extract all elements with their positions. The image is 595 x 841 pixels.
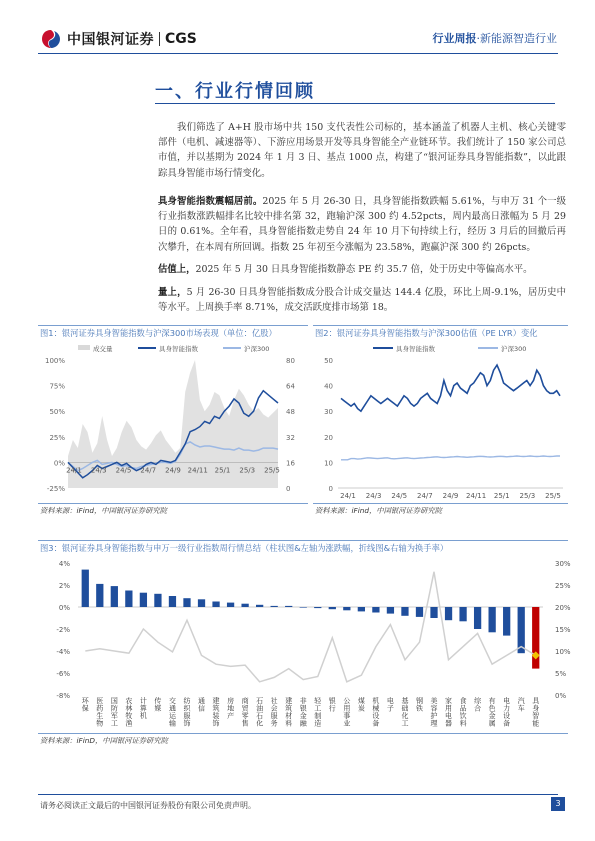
- category-label: 社会服务: [270, 697, 278, 728]
- y-tick-label: 10: [324, 459, 333, 468]
- y-left-tick-label: 0%: [58, 604, 70, 612]
- bar-22: [401, 607, 408, 616]
- x-tick-label: 24/7: [417, 492, 433, 500]
- x-tick-label: 24/5: [115, 466, 132, 475]
- figure2-caption: 图2：银河证券具身智能指数与沪深300估值（PE LYR）变化: [315, 328, 538, 338]
- figure3-chart: [38, 555, 571, 732]
- bar-13: [271, 606, 278, 607]
- x-tick-label: 25/5: [545, 492, 561, 500]
- figure-top-rule: [38, 540, 568, 541]
- category-label: 通信: [198, 697, 206, 713]
- legend-label: 具身智能指数: [396, 345, 435, 353]
- x-tick-label: 24/3: [365, 492, 382, 500]
- category-label: 综合: [474, 697, 482, 713]
- bar-4: [140, 593, 147, 607]
- y-right-tick-label: 16: [286, 459, 295, 468]
- report-type: 行业周报: [432, 32, 477, 45]
- x-tick-label: 24/5: [391, 492, 408, 500]
- bar-21: [387, 607, 394, 614]
- report-header-label: [433, 30, 558, 46]
- figure1-chart: [38, 340, 308, 500]
- section-title: 一、行业行情回顾: [155, 81, 315, 102]
- x-tick-label: 25/3: [519, 492, 536, 500]
- bar-7: [183, 598, 190, 607]
- y-tick-label: 40: [324, 382, 333, 391]
- paragraph-body: 2025 年 5 月 26-30 日，具身智能指数跌幅 5.61%，与申万 31 个一级行业指数涨跌幅排名比较中排名第 32，跑输沪深 300 约 4.52pcts，周内最高日涨幅为 5 月 29 日的 0.61%。全年看，具身智能指数走势自 24 年 10 月下旬持续上行，经历 3 月后的回撤后再次攀升，在本周有所回调。指数 25 年初至今涨幅为 23.58%，跑赢沪深 300 约 26pcts。: [158, 196, 566, 253]
- category-label: 环保: [81, 697, 89, 713]
- x-tick-label: 24/11: [187, 466, 208, 475]
- bar-16: [314, 607, 321, 608]
- y-left-tick-label: 2%: [58, 582, 70, 590]
- figure-top-rule: [38, 325, 308, 326]
- x-tick-label: 24/1: [66, 466, 82, 475]
- paragraph-body: 5 月 26-30 日具身智能指数成分股合计成交量达 144.4 亿股，环比上周-9.1%，居历史中等水平。上周换手率 8.71%，成交活跃度排市场第 18。: [158, 287, 566, 314]
- bar-14: [285, 606, 292, 607]
- y-right-tick-label: 10%: [555, 648, 571, 656]
- category-label: 商贸零售: [241, 697, 249, 728]
- figure-bottom-rule: [38, 503, 308, 504]
- y-left-tick-label: 4%: [58, 560, 70, 568]
- x-tick-label: 25/1: [214, 466, 231, 475]
- category-label: 建筑材料: [285, 697, 293, 728]
- figure2-source: 资料来源：iFind，中国银河证券研究院: [315, 506, 442, 515]
- bar-23: [416, 607, 423, 617]
- bar-0: [82, 570, 89, 607]
- bar-10: [227, 603, 234, 607]
- x-tick-label: 24/1: [340, 492, 356, 500]
- category-label: 家用电器: [445, 697, 453, 728]
- category-label: 计算机: [139, 697, 147, 720]
- y-tick-label: 0: [328, 485, 333, 493]
- y-left-tick-label: -8%: [56, 692, 70, 700]
- category-label: 医药生物: [96, 697, 104, 728]
- bar-18: [343, 607, 350, 610]
- category-label: 汽车: [517, 697, 525, 713]
- legend-label: 具身智能指数: [159, 345, 198, 353]
- y-right-tick-label: 0: [286, 485, 291, 493]
- y-right-tick-label: 80: [286, 357, 295, 365]
- paragraph-lead: 量上，: [158, 287, 187, 298]
- bar-9: [212, 602, 219, 608]
- x-tick-label: 24/3: [90, 466, 107, 475]
- y-right-tick-label: 5%: [555, 670, 567, 678]
- y-right-tick-label: 20%: [555, 604, 571, 612]
- y-left-tick-label: -6%: [56, 670, 70, 678]
- paragraph-valuation: [158, 262, 566, 277]
- x-tick-label: 24/9: [165, 466, 181, 475]
- company-logo: [40, 28, 197, 50]
- y-tick-label: 20: [324, 433, 333, 442]
- paragraph-volume: [158, 285, 566, 315]
- footer-divider: [38, 794, 558, 795]
- category-label: 传媒: [154, 697, 162, 713]
- section-title-underline: [155, 103, 555, 104]
- x-tick-label: 24/7: [140, 466, 157, 475]
- paragraph-lead: 具身智能指数震幅居前。: [158, 196, 263, 207]
- logo-icon: [40, 28, 62, 50]
- category-label: 电子: [386, 697, 394, 713]
- y-left-tick-label: 25%: [49, 433, 65, 442]
- category-label: 具身智能: [532, 697, 540, 728]
- x-tick-label: 24/9: [442, 492, 459, 500]
- bar-20: [372, 607, 379, 613]
- figure-bottom-rule: [313, 503, 568, 504]
- paragraph-body: 2025 年 5 月 30 日具身智能指数静态 PE 约 35.7 倍，处于历史中等偏高水平。: [195, 264, 533, 275]
- category-label: 房地产: [227, 697, 235, 720]
- category-label: 煤炭: [357, 697, 365, 713]
- x-tick-label: 25/1: [493, 492, 510, 500]
- figure3-source: 资料来源：iFinD，中国银河证券研究院: [40, 736, 168, 745]
- legend-label: 成交量: [93, 345, 113, 353]
- bar-1: [96, 584, 103, 607]
- x-tick-label: 25/3: [239, 466, 256, 475]
- y-left-tick-label: 0%: [53, 459, 65, 468]
- bar-24: [430, 607, 437, 618]
- bar-26: [459, 607, 466, 621]
- y-right-tick-label: 30%: [555, 560, 571, 568]
- company-abbr: CGS: [165, 31, 197, 47]
- bar-15: [300, 607, 307, 608]
- y-right-tick-label: 15%: [555, 626, 571, 634]
- category-label: 公用事业: [343, 697, 351, 728]
- category-label: 建筑装饰: [212, 697, 220, 728]
- category-label: 石油石化: [256, 697, 264, 728]
- legend-label: 沪深300: [244, 345, 270, 353]
- y-left-tick-label: -2%: [56, 626, 70, 634]
- bar-8: [198, 599, 205, 607]
- series-line-1: [341, 456, 560, 460]
- bar-25: [445, 607, 452, 620]
- bar-3: [125, 591, 132, 608]
- bar-12: [256, 605, 263, 607]
- y-right-tick-label: 64: [286, 382, 295, 391]
- bar-5: [154, 594, 161, 607]
- bar-11: [241, 604, 248, 607]
- y-tick-label: 30: [324, 408, 333, 417]
- y-left-tick-label: -4%: [56, 648, 70, 656]
- category-label: 机械设备: [372, 697, 380, 728]
- company-name: 中国银河证券: [67, 32, 154, 48]
- header-divider: [38, 53, 558, 54]
- paragraph-index-performance: [158, 194, 566, 255]
- legend-swatch: [78, 345, 90, 350]
- y-right-tick-label: 25%: [555, 582, 571, 590]
- bar-2: [111, 586, 118, 607]
- category-label: 国防军工: [110, 697, 118, 728]
- category-label: 纺织服饰: [183, 697, 191, 728]
- figure1-caption: 图1：银河证券具身智能指数与沪深300市场表现（单位：亿股）: [40, 328, 277, 338]
- bar-6: [169, 596, 176, 607]
- category-label: 美容护理: [430, 697, 438, 728]
- figure-top-rule: [313, 325, 568, 326]
- category-label: 银行: [328, 697, 336, 713]
- y-left-tick-label: -25%: [46, 485, 65, 493]
- bar-19: [358, 607, 365, 611]
- bar-17: [329, 607, 336, 609]
- category-label: 交通运输: [168, 697, 176, 728]
- logo-divider: [159, 32, 160, 46]
- category-label: 电力设备: [503, 697, 511, 728]
- bar-29: [503, 607, 510, 636]
- paragraph-lead: 估值上，: [158, 264, 196, 275]
- legend-label: 沪深300: [501, 345, 527, 353]
- category-label: 有色金属: [488, 697, 496, 728]
- footer-disclaimer: 请务必阅读正文最后的中国银河证券股份有限公司免责声明。: [40, 801, 256, 810]
- category-label: 轻工制造: [314, 697, 322, 728]
- bar-28: [489, 607, 496, 632]
- y-right-tick-label: 32: [286, 433, 295, 442]
- y-left-tick-label: 75%: [49, 382, 65, 391]
- y-tick-label: 50: [324, 357, 333, 365]
- bar-27: [474, 607, 481, 629]
- figure1-source: 资料来源：iFind，中国银河证券研究院: [40, 506, 167, 515]
- y-right-tick-label: 48: [286, 408, 295, 417]
- paragraph-index-intro: 我们筛选了 A+H 股市场中共 150 支代表性公司标的，基本涵盖了机器人主机、核心关键零部件（电机、减速器等）、下游应用场景开发等具身智能全产业链环节。我们统计了 150 家公司总市值，并以基期为 2024 年 1 月 3 日、基点 1000 点，构建了“银河证券具身智能指数”，以此跟踪具身智能市场行情变化。: [158, 122, 566, 179]
- page-number: 3: [551, 797, 565, 811]
- figure3-caption: 图3：银河证券具身智能指数与申万一级行业指数周行情总结（柱状图&左轴为涨跌幅，折线图&右轴为换手率）: [40, 543, 449, 553]
- category-label: 钢铁: [415, 697, 423, 713]
- industry-name: ·新能源智造行业: [476, 32, 557, 45]
- category-label: 非银金融: [299, 697, 307, 728]
- category-label: 农林牧渔: [125, 697, 133, 728]
- y-right-tick-label: 0%: [555, 692, 567, 700]
- figure-bottom-rule: [38, 733, 568, 734]
- y-left-tick-label: 100%: [44, 357, 65, 365]
- turnover-line: [85, 572, 535, 682]
- x-tick-label: 24/11: [466, 492, 487, 500]
- x-tick-label: 25/5: [264, 466, 280, 475]
- category-label: 基础化工: [401, 697, 409, 728]
- category-label: 食品饮料: [459, 697, 467, 728]
- series-line-0: [341, 365, 560, 411]
- y-left-tick-label: 50%: [49, 408, 65, 417]
- figure2-chart: [313, 340, 568, 500]
